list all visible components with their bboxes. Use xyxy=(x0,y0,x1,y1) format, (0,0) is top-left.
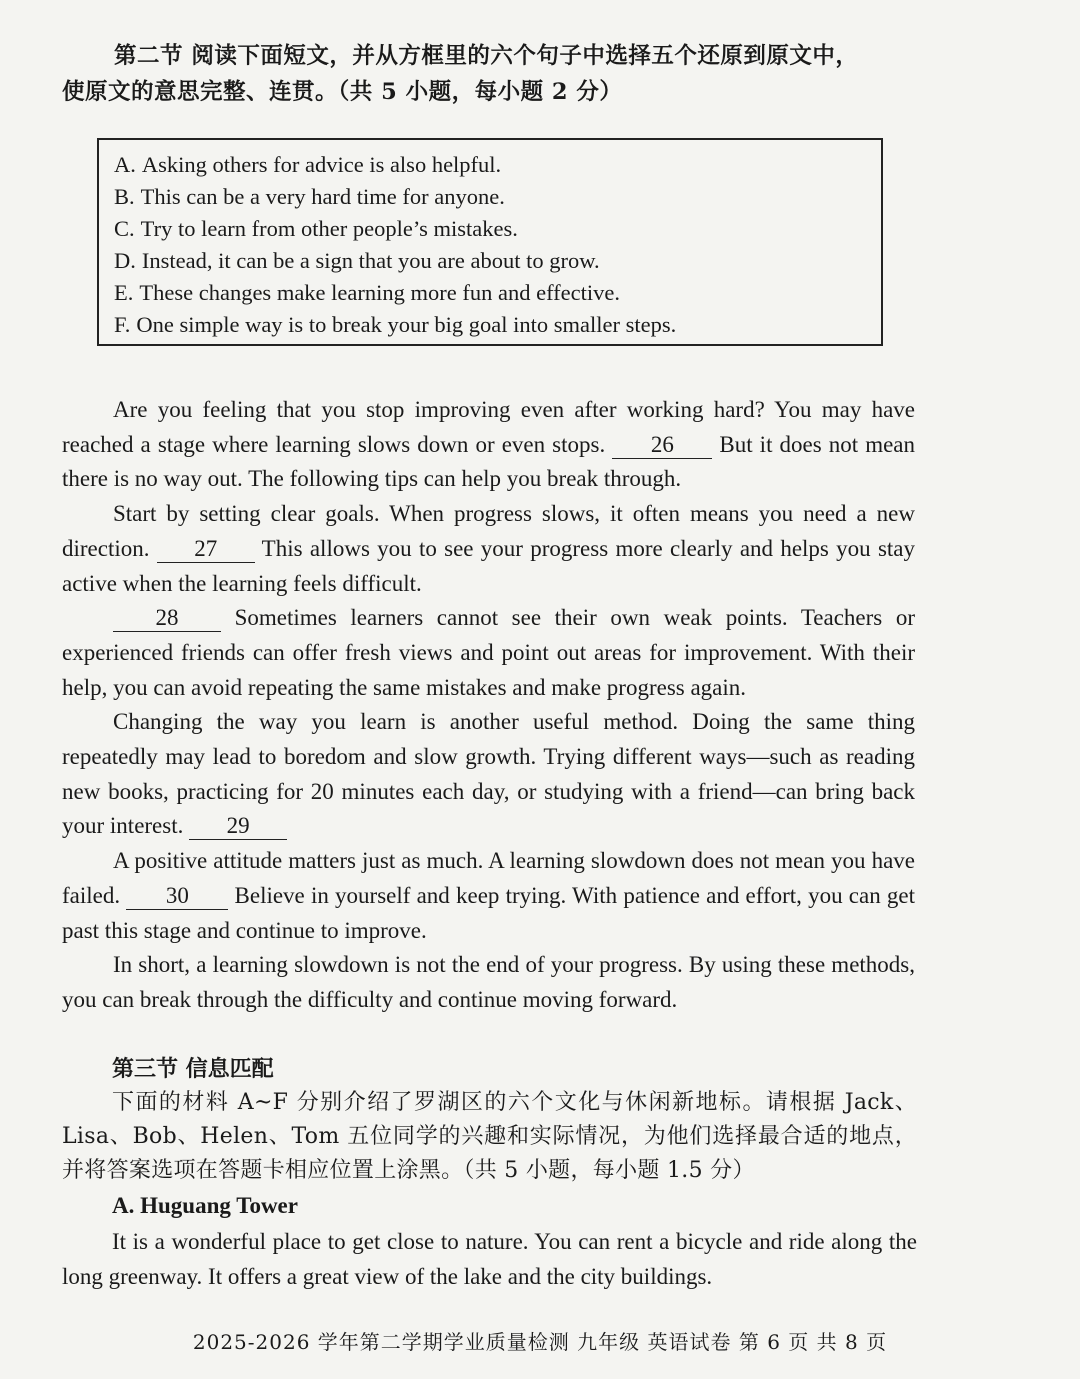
option-text: Instead, it can be a sign that you are about to grow. xyxy=(141,248,600,273)
blank-28: 28 xyxy=(113,605,221,632)
section2-heading xyxy=(62,38,922,110)
page-footer: 2025-2026 学年第二学期学业质量检测 九年级 英语试卷 第 6 页 共 8 页 xyxy=(192,1330,888,1354)
section3-title: 第三节 信息匹配 xyxy=(112,1056,274,1082)
section2-title-line1: 第二节 阅读下面短文，并从方框里的六个句子中选择五个还原到原文中， xyxy=(114,43,859,69)
option-text: Try to learn from other people’s mistakes. xyxy=(140,216,518,241)
p5-text-b: Believe in yourself and keep trying. With patience and effort, you can get past this stage and continue to improve. xyxy=(62,882,916,943)
blank-26: 26 xyxy=(612,432,712,459)
p2-text-a: Start by setting clear goals. When progress slows, it often means you need a new direction. xyxy=(62,501,915,561)
option-letter: A. xyxy=(114,152,136,177)
option-letter: F. xyxy=(114,312,131,337)
paragraph-2 xyxy=(62,497,915,601)
option-a xyxy=(114,149,881,181)
option-letter: D. xyxy=(114,248,136,273)
p1-text-a: Are you feeling that you stop improving even after working hard? You may have reached a stage where learning slows down or even stops. xyxy=(62,397,915,457)
paragraph-4 xyxy=(62,705,915,844)
p2-text-b: This allows you to see your progress more clearly and helps you stay active when the learning feels difficult. xyxy=(62,535,916,596)
option-e xyxy=(114,277,881,309)
paragraph-6: In short, a learning slowdown is not the end of your progress. By using these methods, you can break through the difficulty and continue moving forward. xyxy=(62,952,915,1012)
option-d xyxy=(114,245,881,277)
option-text: These changes make learning more fun and effective. xyxy=(139,280,620,305)
section3-instructions: 下面的材料 A~F 分别介绍了罗湖区的六个文化与休闲新地标。请根据 Jack、Lisa、Bob、Helen、Tom 五位同学的兴趣和实际情况，为他们选择最合适的地点，并将答案选项在答题卡相应位置上涂黑。（共 5 小题，每小题 1.5 分） xyxy=(62,1090,917,1183)
paragraph-1 xyxy=(62,393,915,497)
p1-text-b: But it does not mean there is no way out. The following tips can help you break through. xyxy=(62,431,916,492)
option-f xyxy=(114,309,881,341)
option-text: Asking others for advice is also helpful. xyxy=(141,152,502,177)
p3-text-b: Sometimes learners cannot see their own weak points. Teachers or experienced friends can offer fresh views and point out areas for improvement. With their help, you can avoid repeating the same mistakes and make progress again. xyxy=(62,605,915,700)
reading-passage xyxy=(62,393,915,1018)
blank-29: 29 xyxy=(189,813,287,840)
place-a-title: A. Huguang Tower xyxy=(112,1193,298,1218)
option-letter: E. xyxy=(114,280,134,305)
section2-title-line2: 使原文的意思完整、连贯。（共 5 小题，每小题 2 分） xyxy=(62,79,623,105)
options-box xyxy=(97,138,883,346)
option-text: This can be a very hard time for anyone. xyxy=(140,184,505,209)
p4-text-a: Changing the way you learn is another useful method. Doing the same thing repeatedly may lead to boredom and slow growth. Trying different ways—such as reading new books, practicing for 20 minutes each day, or studying with a friend—can bring back your interest. xyxy=(62,709,915,839)
blank-30: 30 xyxy=(126,883,228,910)
place-a-description: It is a wonderful place to get close to nature. You can rent a bicycle and ride along the long greenway. It offers a great view of the lake and the city buildings. xyxy=(62,1229,917,1289)
p5-text-a: A positive attitude matters just as much. A learning slowdown does not mean you have failed. xyxy=(62,848,915,908)
option-b xyxy=(114,181,881,213)
option-c xyxy=(114,213,881,245)
option-letter: B. xyxy=(114,184,135,209)
option-letter: C. xyxy=(114,216,135,241)
section3 xyxy=(62,1052,917,1294)
blank-27: 27 xyxy=(157,536,255,563)
option-text: One simple way is to break your big goal into smaller steps. xyxy=(136,312,677,337)
paragraph-3 xyxy=(62,601,915,705)
paragraph-5 xyxy=(62,844,915,948)
